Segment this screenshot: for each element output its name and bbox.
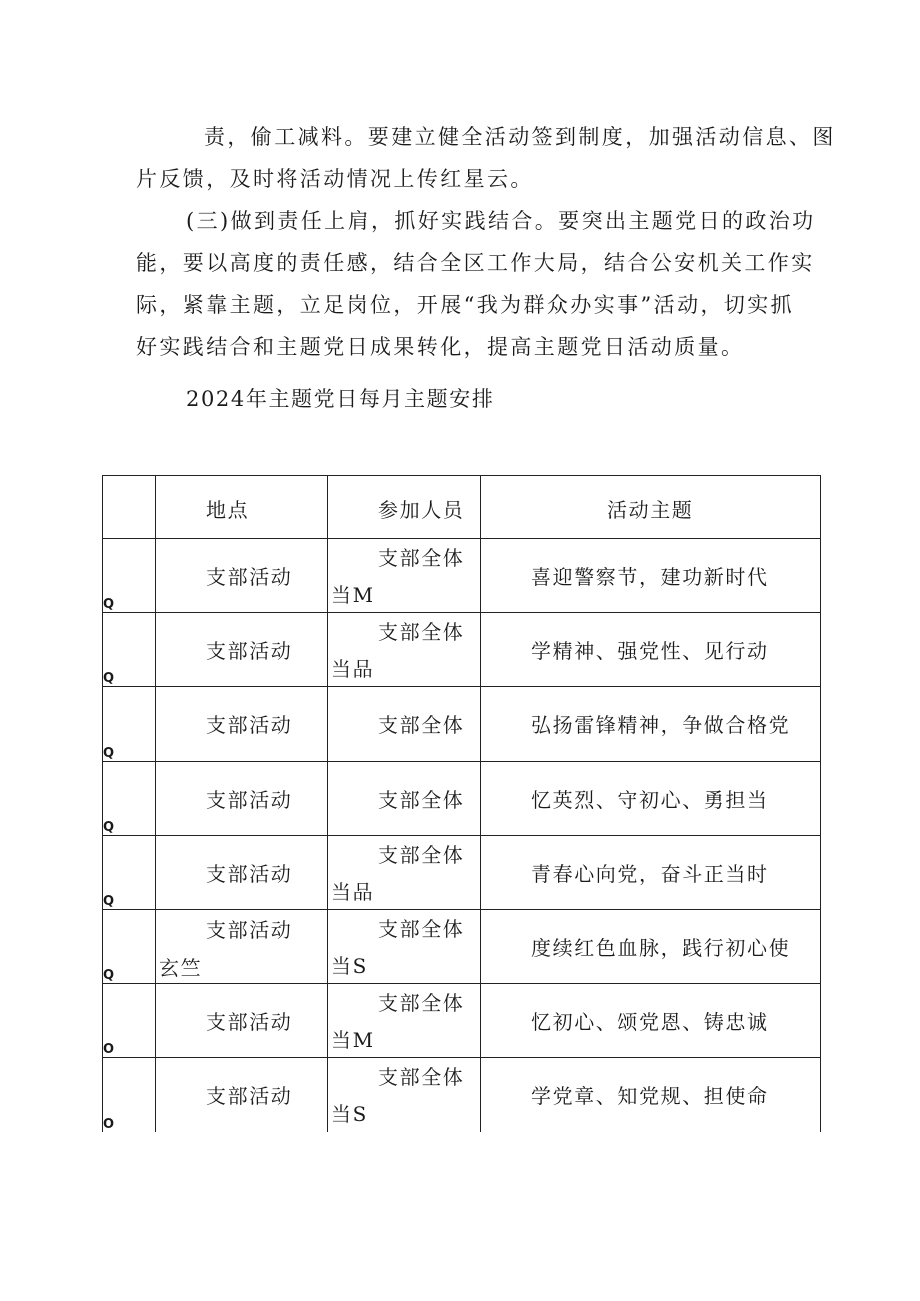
row-mark: Q [103, 893, 115, 909]
people-text: 支部全体 [378, 842, 465, 867]
location-cell [156, 835, 328, 909]
paragraph-line: 能，要以高度的责任感，结合全区工作大局，结合公安机关工作实 [136, 251, 815, 275]
people-text-extra: 当品 [331, 879, 375, 904]
theme-text: 学党章、知党规、担使命 [531, 1084, 769, 1109]
people-text: 支部全体 [378, 787, 465, 812]
people-cell [328, 613, 481, 687]
location-cell [156, 909, 328, 983]
location-text: 支部活动 [206, 639, 293, 664]
location-text: 支部活动 [206, 565, 293, 590]
theme-cell [481, 984, 821, 1058]
paragraph-line: 好实践结合和主题党日成果转化，提高主题党日活动质量。 [136, 335, 745, 359]
theme-cell [481, 909, 821, 983]
row-index-cell [103, 761, 156, 835]
row-mark: O [103, 1117, 115, 1132]
row-index-cell [103, 835, 156, 909]
people-text: 支部全体 [378, 991, 465, 1016]
location-text: 支部活动 [206, 713, 293, 738]
table-header-row [103, 476, 821, 539]
location-text: 支部活动 [206, 917, 293, 942]
people-text: 支部全体 [378, 916, 465, 941]
row-index-cell [103, 687, 156, 761]
people-cell [328, 909, 481, 983]
row-mark: Q [103, 745, 115, 761]
table-row [103, 539, 821, 613]
location-text: 支部活动 [206, 1084, 293, 1109]
theme-text: 青春心向党，奋斗正当时 [531, 861, 769, 886]
people-text-extra: 当S [331, 953, 368, 978]
table-row [103, 687, 821, 761]
people-cell [328, 539, 481, 613]
theme-cell [481, 613, 821, 687]
table-row [103, 1058, 821, 1132]
location-cell [156, 761, 328, 835]
paragraph-block [136, 242, 815, 368]
paragraph-line: (三)做到责任上肩，抓好实践结合。要突出主题党日的政治功 [186, 209, 816, 233]
table-row [103, 984, 821, 1058]
theme-text: 忆英烈、守初心、勇担当 [531, 787, 769, 812]
table-row [103, 909, 821, 983]
location-cell [156, 984, 328, 1058]
people-text-extra: 当M [331, 1028, 375, 1053]
people-text-extra: 当S [331, 1102, 368, 1127]
theme-cell [481, 761, 821, 835]
paragraph-line: 责，偷工减料。要建立健全活动签到制度，加强活动信息、图 [204, 125, 836, 149]
header-index [103, 476, 156, 539]
location-cell [156, 539, 328, 613]
theme-text: 学精神、强党性、见行动 [531, 639, 769, 664]
location-cell [156, 687, 328, 761]
theme-text: 喜迎警察节，建功新时代 [531, 565, 769, 590]
row-index-cell [103, 909, 156, 983]
location-text: 支部活动 [206, 1010, 293, 1035]
theme-text: 度续红色血脉，践行初心使 [531, 935, 791, 960]
people-cell [328, 687, 481, 761]
location-cell [156, 613, 328, 687]
location-text-extra: 玄竺 [159, 955, 203, 980]
row-index-cell [103, 539, 156, 613]
theme-cell [481, 1058, 821, 1132]
people-cell [328, 761, 481, 835]
people-text: 支部全体 [378, 620, 465, 645]
theme-cell [481, 687, 821, 761]
row-mark: Q [103, 597, 115, 613]
row-index-cell [103, 613, 156, 687]
row-mark: Q [103, 819, 115, 835]
theme-text: 忆初心、颂党恩、铸忠诚 [531, 1010, 769, 1035]
table-caption: 2024年主题党日每月主题安排 [186, 387, 495, 411]
paragraph-line: 片反馈，及时将活动情况上传红星云。 [136, 167, 534, 191]
schedule-table [102, 475, 821, 1132]
people-cell [328, 835, 481, 909]
people-text: 支部全体 [378, 546, 465, 571]
people-cell [328, 984, 481, 1058]
row-mark: O [103, 1042, 115, 1058]
people-text: 支部全体 [378, 1065, 465, 1090]
table-row [103, 613, 821, 687]
theme-cell [481, 539, 821, 613]
location-text: 支部活动 [206, 787, 293, 812]
theme-cell [481, 835, 821, 909]
people-cell [328, 1058, 481, 1132]
row-mark: Q [103, 671, 115, 687]
paragraph-line: 际，紧靠主题，立足岗位，开展“我为群众办实事”活动，切实抓 [136, 293, 795, 317]
row-index-cell [103, 1058, 156, 1132]
header-location: 地点 [156, 476, 328, 539]
theme-text: 弘扬雷锋精神，争做合格党 [531, 713, 791, 738]
table-row [103, 761, 821, 835]
people-text-extra: 当M [331, 583, 375, 608]
people-text: 支部全体 [378, 713, 465, 738]
people-text-extra: 当品 [331, 657, 375, 682]
header-theme: 活动主题 [481, 476, 821, 539]
location-cell [156, 1058, 328, 1132]
table-row [103, 835, 821, 909]
location-text: 支部活动 [206, 861, 293, 886]
row-mark: Q [103, 968, 115, 984]
row-index-cell [103, 984, 156, 1058]
header-people: 参加人员 [328, 476, 481, 539]
